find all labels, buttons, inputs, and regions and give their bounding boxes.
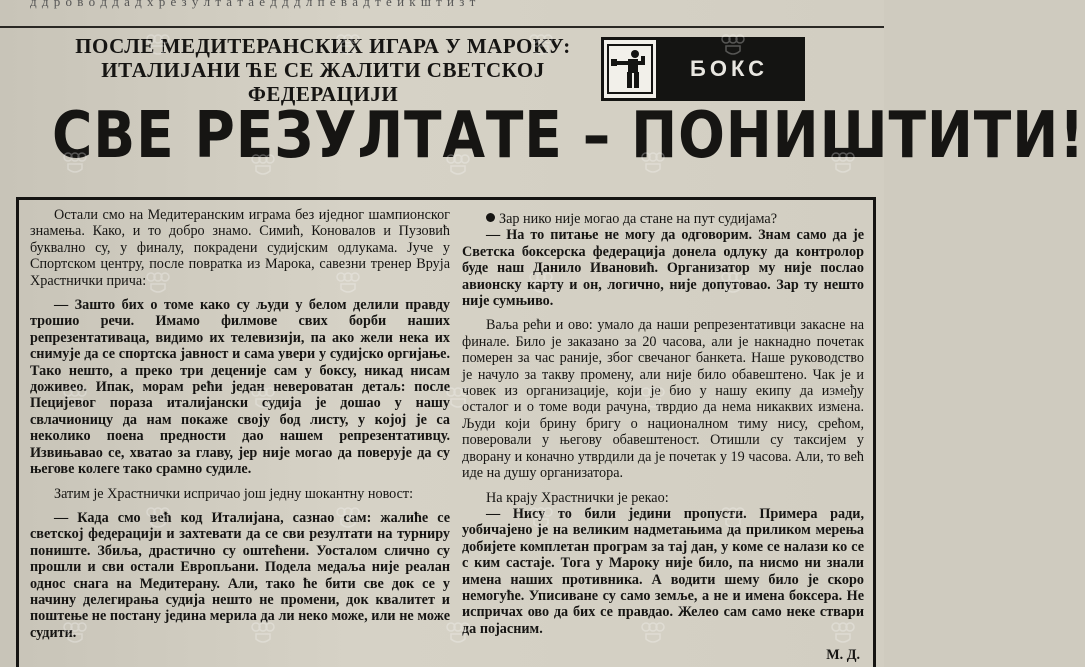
watermark-icon <box>640 150 666 176</box>
bullet-icon <box>486 213 495 222</box>
watermark-icon <box>250 152 276 178</box>
watermark-icon <box>250 620 276 646</box>
author-signature: М. Д. <box>826 647 860 664</box>
watermark-icon <box>62 150 88 176</box>
top-rule <box>0 26 884 28</box>
watermark-icon <box>640 620 666 646</box>
paragraph-text: Затим је Храстнички испричао још једну шокантну новост: <box>54 485 414 502</box>
paragraph-text: Зар нико није могао да стане на пут судијама? <box>499 211 778 227</box>
article-paragraph <box>462 490 864 506</box>
watermark-icon <box>445 385 471 411</box>
paragraph-text: Остали смо на Медитеранским играма без иједнoг шампионског знамења. Како, и то добро знамо. Симић, Коновалов и Пузовић буквално су, у финалу, покрадени судијским одлукама. Јуче у Спортском центру, после повратка из Марока, савезни тренер Вруја Храстнички прича: <box>30 207 450 289</box>
paragraph-text: Ваља рећи и ово: умало да наши репрезентативци закасне на финале. Било је заказано за 20 часова, али је накнадно почетак померен за час раније, због свечаног банкета. Наше руководство је начуло за такву промену, али није било обавештено. Чак је и човек из организације, који је био у нашу екипу да између осталог и о томе води рачуна, тврдио да нема никаквих измена. Људи који брину бригу о националном тиму нису, срећом, поверовали у његову обавештеност. Отишли су таксијем у дворану и коначно утврдили да је почетак у 19 часова. Али, то већ иде на душу организатора. <box>462 317 864 482</box>
article-paragraph <box>30 510 450 641</box>
cropped-text: д д р о в о д д а д х р е з у л т а т а е д д д л п е в а д т е и к ш т и з т <box>30 0 477 9</box>
cropped-previous-article <box>0 0 884 26</box>
paragraph-text: — На то питање не могу да одговорим. Знам само да је Светска боксерска федерација донела одлуку да контролор буде наш Данило Ивановић. Организатор му није послао авионску карту и он, логично, није допутовао. Зар ту нешто није сумњиво. <box>462 227 864 310</box>
watermark-icon <box>145 505 171 531</box>
article-paragraph <box>462 227 864 309</box>
watermark-icon <box>830 150 856 176</box>
watermark-icon <box>445 152 471 178</box>
article-right-column <box>462 211 864 664</box>
article-paragraph <box>30 207 450 289</box>
watermark-icon <box>720 505 746 531</box>
article-left-column <box>30 207 450 641</box>
watermark-icon <box>145 32 171 58</box>
paragraph-text: На крају Храстнички је рекао: <box>486 489 669 506</box>
paragraph-text: — Нису то били једини пропусти. Примера ради, уобичајено је на великим надметањима да приликом мерења добијете комплетан програм за тај дан, у коме се налази ко се с ким састаје. Тога у Мароку није било, па нисмо ни знали имена наших противника. А водити шему било је скоро немогуће. Уписиване су само земље, а не и имена боксера. Не испричах ово да бих се правдао. Желео сам само неке ствари да појасним. <box>462 505 864 637</box>
watermark-icon <box>62 620 88 646</box>
watermark-icon <box>445 620 471 646</box>
watermark-icon <box>720 32 746 58</box>
boxer-pictogram-icon <box>604 40 656 98</box>
paragraph-text: — Зашто бих о томе како су људи у белом делили правду трошио речи. Имамо филмове свих борби наших репрезентативаца, видимо их телевизији, па ако жели нека их снимује да се спортска јавност и сама увери у судијско оргијање. Тако нешто, а преко три деценије сам у боксу, никад нисам доживео. Ипак, морам рећи један невероватан детаљ: после Пецијевог пораза италијански судија је дошао у нашу свлачионицу да нам покаже своју бод листу, у којој је са неколико поена предности дао нашем репрезентативцу. Извињавао се, хватао за главу, јер није могао да поверује да су његове колеге тако срамно судиле. <box>30 297 450 478</box>
watermark-icon <box>62 385 88 411</box>
watermark-icon <box>528 270 554 296</box>
watermark-icon <box>145 270 171 296</box>
paragraph-text: — Када смо већ код Италијана, сазнао сам: жалиће се светској федерацији и захтевати да се сви резултати на турниру пониште. Збиља, драстично су оштећени. Уосталом слично су прошли и сви остали Европљани. Подела медаља није реалан однос снага на Медитерану. Али, тако ће бити све док се у начину делегирања судија нешто не промени, док квалитет и поштење не постану једина мерила да ли неко може, или не може судити. <box>30 509 450 641</box>
overline-line-2: ИТАЛИЈАНИ ЋЕ СЕ ЖАЛИТИ СВЕТСКОЈ ФЕДЕРАЦИЈИ <box>101 58 545 106</box>
watermark-icon <box>528 505 554 531</box>
article-paragraph <box>462 211 864 227</box>
watermark-icon <box>335 270 361 296</box>
watermark-icon <box>830 385 856 411</box>
overline-line-1: ПОСЛЕ МЕДИТЕРАНСКИХ ИГАРА У МАРОКУ: <box>75 34 571 58</box>
watermark-icon <box>528 32 554 58</box>
watermark-icon <box>250 385 276 411</box>
article-paragraph <box>462 506 864 637</box>
watermark-icon <box>335 32 361 58</box>
watermark-icon <box>720 270 746 296</box>
watermark-icon <box>830 620 856 646</box>
watermark-icon <box>335 505 361 531</box>
headline: СВЕ РЕЗУЛТАТЕ – ПОНИШТИТИ! <box>52 99 1085 173</box>
article-paragraph <box>30 486 450 502</box>
article-paragraph <box>30 297 450 477</box>
watermark-icon <box>640 385 666 411</box>
rubric-label: БОКС <box>690 56 768 81</box>
